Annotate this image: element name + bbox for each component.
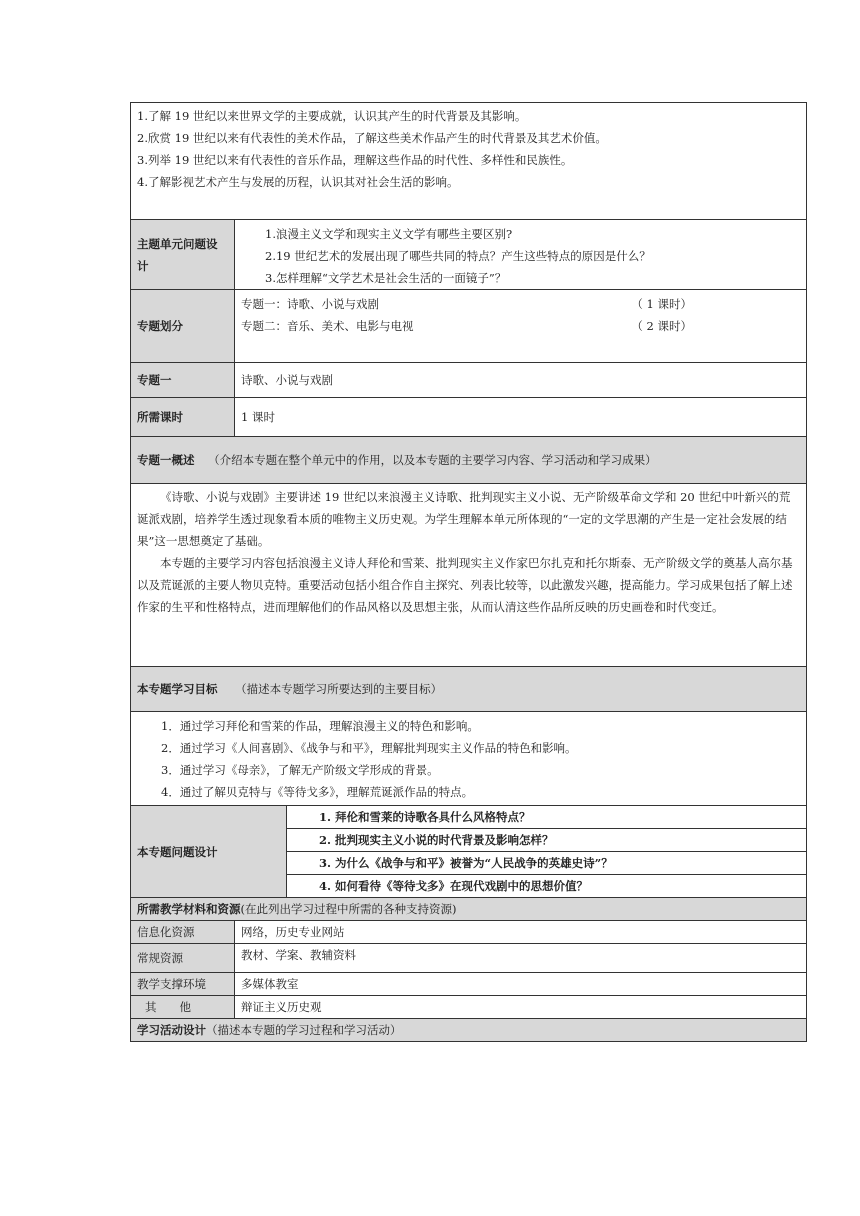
lesson-plan-table bbox=[130, 102, 807, 1042]
learning-goals-desc: （描述本专题学习所要达到的主要目标） bbox=[235, 682, 443, 696]
unit-questions-cell bbox=[235, 220, 807, 290]
unit-goal-1: 1.了解 19 世纪以来世界文学的主要成就，认识其产生的时代背景及其影响。 bbox=[137, 109, 527, 123]
unit-goals-row bbox=[131, 103, 807, 220]
topic-questions-list bbox=[287, 806, 806, 897]
resource-label-2: 常规资源 bbox=[131, 944, 235, 973]
topic-division-label: 专题划分 bbox=[131, 290, 235, 363]
lesson-plan-document bbox=[130, 102, 806, 1042]
resource-value-4: 辩证主义历史观 bbox=[235, 996, 807, 1019]
unit-question-3: 3.怎样理解“文学艺术是社会生活的一面镜子”？ bbox=[265, 271, 507, 285]
overview-body bbox=[131, 484, 807, 667]
resources-header-row bbox=[131, 898, 807, 921]
topic-question-1: 1. 拜伦和雪莱的诗歌各具什么风格特点？ bbox=[287, 806, 806, 829]
resources-label: 所需教学材料和资源 bbox=[137, 902, 241, 916]
topic-division-row bbox=[131, 290, 807, 363]
unit-goals-cell bbox=[131, 103, 807, 220]
unit-questions-row bbox=[131, 220, 807, 290]
topic-division-hours-2: （ 2 课时） bbox=[631, 319, 693, 333]
topic-question-2: 2. 批判现实主义小说的时代背景及影响怎样？ bbox=[287, 829, 806, 852]
overview-label: 专题一概述 bbox=[137, 453, 195, 467]
unit-question-1: 1.浪漫主义文学和现实主义文学有哪些主要区别? bbox=[265, 227, 513, 241]
learning-goal-1: 1．通过学习拜伦和雪莱的作品，理解浪漫主义的特色和影响。 bbox=[161, 719, 479, 733]
resource-value-1: 网络，历史专业网站 bbox=[235, 921, 807, 944]
resource-row-2 bbox=[131, 944, 807, 973]
topic-division-name-2: 专题二：音乐、美术、电影与电视 bbox=[241, 319, 414, 333]
topic-division-item-1 bbox=[241, 293, 800, 315]
overview-desc: （介绍本专题在整个单元中的作用，以及本专题的主要学习内容、学习活动和学习成果） bbox=[208, 453, 657, 467]
resource-label-3: 教学支撑环境 bbox=[131, 973, 235, 996]
topic-questions-row bbox=[131, 806, 807, 898]
topic-division-cell bbox=[235, 290, 807, 363]
activity-desc: （描述本专题的学习过程和学习活动） bbox=[206, 1023, 402, 1037]
topic-one-row bbox=[131, 363, 807, 398]
activity-header bbox=[131, 1019, 807, 1042]
resource-row-1 bbox=[131, 921, 807, 944]
unit-question-2: 2.19 世纪艺术的发展出现了哪些共同的特点？产生这些特点的原因是什么？ bbox=[265, 249, 651, 263]
learning-goals-header bbox=[131, 667, 807, 712]
activity-label: 学习活动设计 bbox=[137, 1023, 206, 1037]
class-hours-label: 所需课时 bbox=[131, 398, 235, 437]
activity-header-row bbox=[131, 1019, 807, 1042]
resource-value-3: 多媒体教室 bbox=[235, 973, 807, 996]
resource-label-1: 信息化资源 bbox=[131, 921, 235, 944]
learning-goals-label: 本专题学习目标 bbox=[137, 682, 218, 696]
learning-goals-body-row bbox=[131, 712, 807, 806]
topic-one-label: 专题一 bbox=[131, 363, 235, 398]
resources-desc: (在此列出学习过程中所需的各种支持资源) bbox=[240, 902, 457, 916]
learning-goals-body bbox=[131, 712, 807, 806]
resource-row-4 bbox=[131, 996, 807, 1019]
topic-question-3: 3. 为什么《战争与和平》被誉为“人民战争的英雄史诗”？ bbox=[287, 852, 806, 875]
topic-one-value: 诗歌、小说与戏剧 bbox=[235, 363, 807, 398]
topic-question-4: 4. 如何看待《等待戈多》在现代戏剧中的思想价值？ bbox=[287, 875, 806, 898]
topic-division-name-1: 专题一：诗歌、小说与戏剧 bbox=[241, 297, 379, 311]
unit-goal-3: 3.列举 19 世纪以来有代表性的音乐作品，理解这些作品的时代性、多样性和民族性。 bbox=[137, 153, 573, 167]
topic-questions-cell bbox=[287, 806, 807, 898]
resource-label-4: 其 他 bbox=[131, 996, 235, 1019]
overview-header bbox=[131, 437, 807, 484]
learning-goal-3: 3．通过学习《母亲》，了解无产阶级文学形成的背景。 bbox=[161, 763, 439, 777]
topic-division-hours-1: （ 1 课时） bbox=[631, 297, 693, 311]
overview-header-row bbox=[131, 437, 807, 484]
overview-paragraph-2: 本专题的主要学习内容包括浪漫主义诗人拜伦和雪莱、批判现实主义作家巴尔扎克和托尔斯泰、无产阶级文学的奠基人高尔基以及荒诞派的主要人物贝克特。重要活动包括小组合作自主探究、列表比较等，以此激发兴趣，提高能力。学习成果包括了解上述作家的生平和性格特点，进而理解他们的作品风格以及思想主张，从而认清这些作品所反映的历史画卷和时代变迁。 bbox=[137, 556, 793, 614]
resource-row-3 bbox=[131, 973, 807, 996]
class-hours-value: 1 课时 bbox=[235, 398, 807, 437]
topic-division-item-2 bbox=[241, 315, 800, 337]
overview-paragraph-1: 《诗歌、小说与戏剧》主要讲述 19 世纪以来浪漫主义诗歌、批判现实主义小说、无产阶级革命文学和 20 世纪中叶新兴的荒诞派戏剧，培养学生透过现象看本质的唯物主义历史观。为学生理解本单元所体现的“一定的文学思潮的产生是一定社会发展的结果”这一思想奠定了基础。 bbox=[137, 490, 791, 548]
learning-goal-4: 4．通过了解贝克特与《等待戈多》，理解荒诞派作品的特点。 bbox=[161, 785, 474, 799]
class-hours-row bbox=[131, 398, 807, 437]
resources-header bbox=[131, 898, 807, 921]
learning-goals-header-row bbox=[131, 667, 807, 712]
resource-value-2: 教材、学案、教辅资料 bbox=[235, 944, 807, 973]
topic-questions-label: 本专题问题设计 bbox=[131, 806, 287, 898]
unit-questions-label: 主题单元问题设计 bbox=[131, 220, 235, 290]
overview-body-row bbox=[131, 484, 807, 667]
learning-goal-2: 2．通过学习《人间喜剧》、《战争与和平》，理解批判现实主义作品的特色和影响。 bbox=[161, 741, 577, 755]
unit-goal-2: 2.欣赏 19 世纪以来有代表性的美术作品，了解这些美术作品产生的时代背景及其艺术价值。 bbox=[137, 131, 607, 145]
unit-goal-4: 4.了解影视艺术产生与发展的历程，认识其对社会生活的影响。 bbox=[137, 175, 459, 189]
